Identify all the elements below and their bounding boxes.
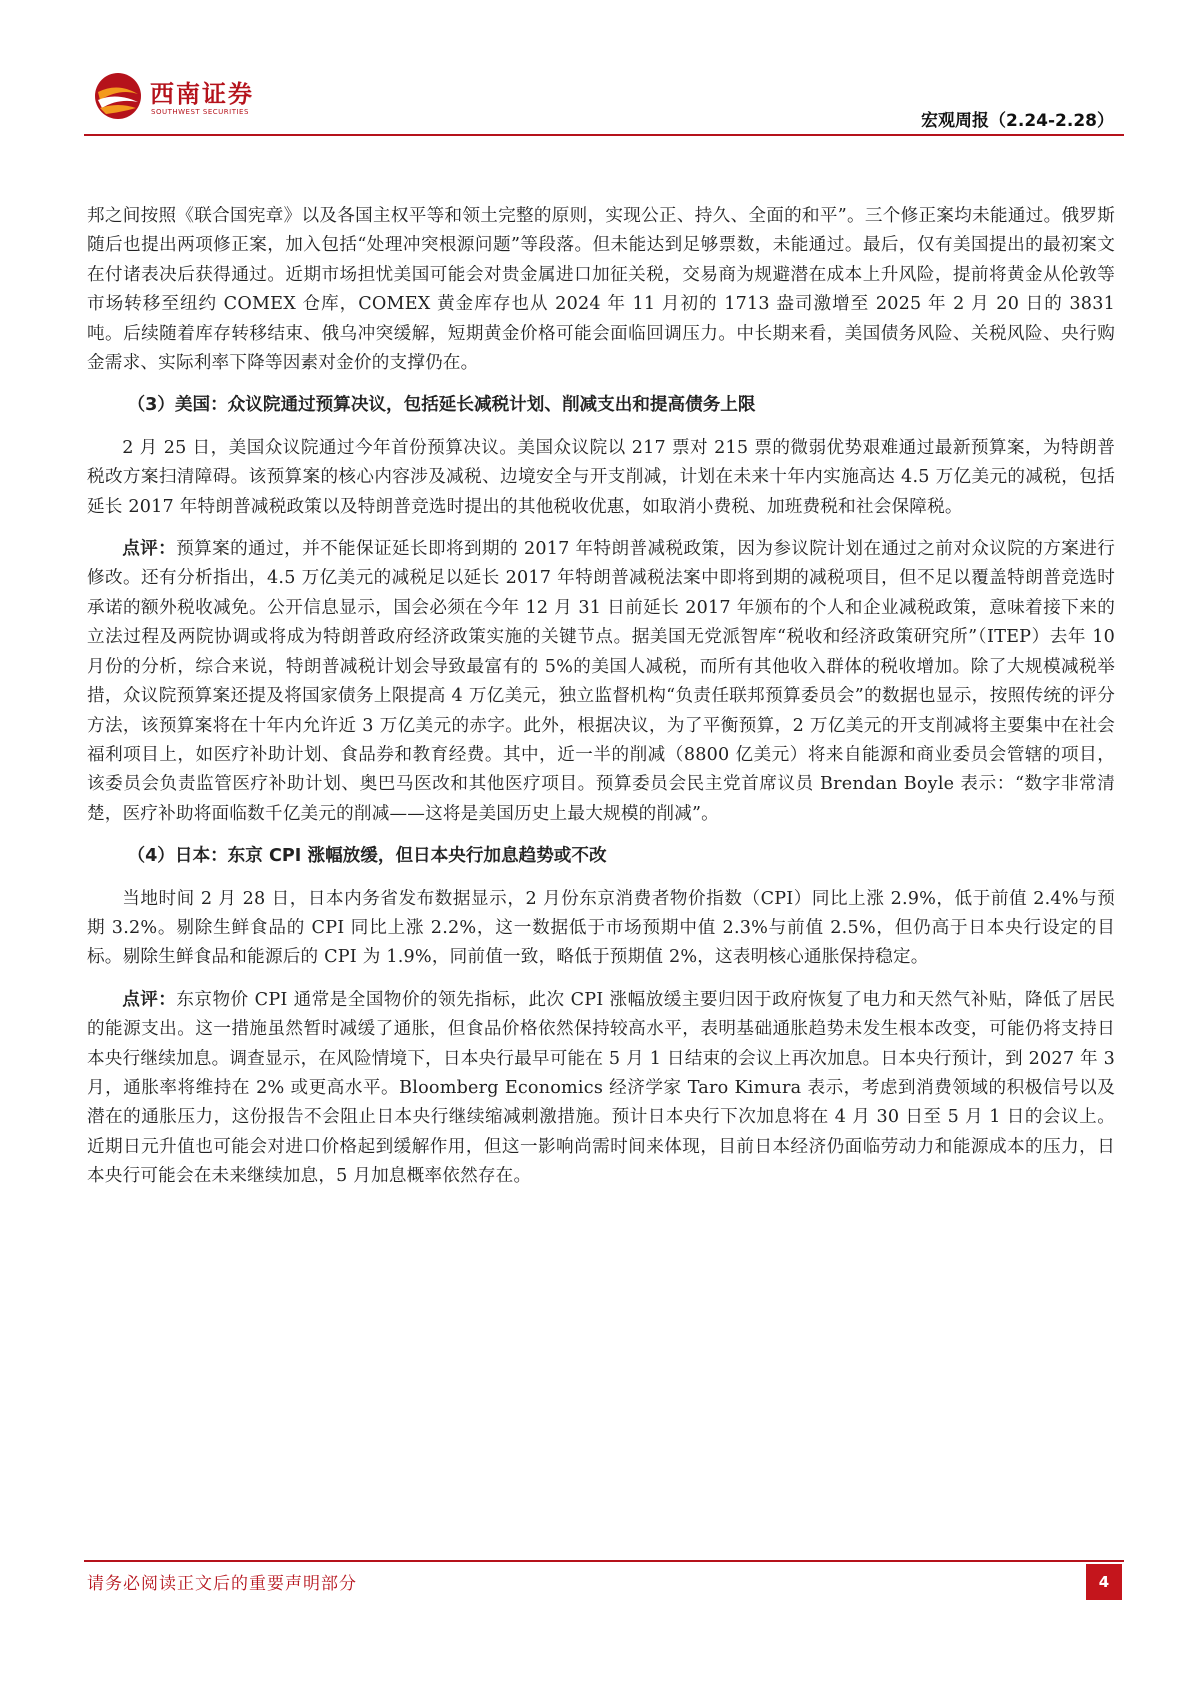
commentary-label: 点评： bbox=[122, 989, 177, 1010]
commentary-text: 预算案的通过，并不能保证延长即将到期的 2017 年特朗普减税政策，因为参议院计划在通过之前对众议院的方案进行修改。还有分析指出，4.5 万亿美元的减税足以延长 2017 年特朗普减税法案中即将到期的减税项目，但不足以覆盖特朗普竞选时承诺的额外税收减免。公开信息显示，国会必须在今年 12 月 31 日前延长 2017 年颁布的个人和企业减税政策，意味着接下来的立法过程及两院协调或将成为特朗普政府经济政策实施的关键节点。据美国无党派智库“税收和经济政策研究所”（ITEP）去年 10 月份的分析，综合来说，特朗普减税计划会导致最富有的 5%的美国人减税，而所有其他收入群体的税收增加。除了大规模减税举措，众议院预算案还提及将国家债务上限提高 4 万亿美元，独立监督机构“负责任联邦预算委员会”的数据也显示，按照传统的评分方法，该预算案将在十年内允许近 3 万亿美元的赤字。此外，根据决议，为了平衡预算，2 万亿美元的开支削减将主要集中在社会福利项目上，如医疗补助计划、食品券和教育经费。其中，近一半的削减（8800 亿美元）将来自能源和商业委员会管辖的项目，该委员会负责监管医疗补助计划、奥巴马医改和其他医疗项目。预算委员会民主党首席议员 Brendan Boyle 表示：“数字非常清楚，医疗补助将面临数千亿美元的削减——这将是美国历史上最大规模的削减”。 bbox=[87, 539, 1115, 824]
paragraph-gold-commentary: 邦之间按照《联合国宪章》以及各国主权平等和领土完整的原则，实现公正、持久、全面的和平”。三个修正案均未能通过。俄罗斯随后也提出两项修正案，加入包括“处理冲突根源问题”等段落。但未能达到足够票数，未能通过。最后，仅有美国提出的最初案文在付诸表决后获得通过。近期市场担忧美国可能会对贵金属进口加征关税，交易商为规避潜在成本上升风险，提前将黄金从伦敦等市场转移至纽约 COMEX 仓库，COMEX 黄金库存也从 2024 年 11 月初的 1713 盎司激增至 2025 年 2 月 20 日的 3831 吨。后续随着库存转移结束、俄乌冲突缓解，短期黄金价格可能会面临回调压力。中长期来看，美国债务风险、关税风险、央行购金需求、实际利率下降等因素对金价的支撑仍在。 bbox=[87, 206, 1115, 374]
logo-chinese-name: 西南证券 bbox=[150, 80, 254, 108]
section-heading-us: （3）美国：众议院通过预算决议，包括延长减税计划、削减支出和提高债务上限 bbox=[127, 395, 756, 416]
page-number: 4 bbox=[1086, 1564, 1122, 1600]
paragraph-us-budget: 2 月 25 日，美国众议院通过今年首份预算决议。美国众议院以 217 票对 215 票的微弱优势艰难通过最新预算案，为特朗普税改方案扫清障碍。该预算案的核心内容涉及减税、边境安全与开支削减，计划在未来十年内实施高达 4.5 万亿美元的减税，包括延长 2017 年特朗普减税政策以及特朗普竞选时提出的其他税收优惠，如取消小费税、加班费税和社会保障税。 bbox=[87, 437, 1115, 517]
footer-disclaimer: 请务必阅读正文后的重要声明部分 bbox=[87, 1574, 357, 1594]
company-logo bbox=[94, 72, 354, 128]
report-title: 宏观周报（2.24-2.28） bbox=[921, 111, 1114, 131]
logo-mark-icon bbox=[94, 72, 142, 120]
header-divider bbox=[84, 134, 1124, 136]
commentary-label: 点评： bbox=[122, 539, 177, 560]
paragraph-japan-commentary bbox=[87, 986, 1115, 1192]
page-header bbox=[84, 60, 1124, 134]
paragraph-us-commentary bbox=[87, 535, 1115, 829]
commentary-text: 东京物价 CPI 通常是全国物价的领先指标，此次 CPI 涨幅放缓主要归因于政府恢复了电力和天然气补贴，降低了居民的能源支出。这一措施虽然暂时减缓了通胀，但食品价格依然保持较高水平，表明基础通胀趋势未发生根本改变，可能仍将支持日本央行继续加息。调查显示，在风险情境下，日本央行最早可能在 5 月 1 日结束的会议上再次加息。日本央行预计，到 2027 年 3 月，通胀率将维持在 2% 或更高水平。Bloomberg Economics 经济学家 Taro Kimura 表示，考虑到消费领域的积极信号以及潜在的通胀压力，这份报告不会阻止日本央行继续缩减刺激措施。预计日本央行下次加息将在 4 月 30 日至 5 月 1 日的会议上。近期日元升值也可能会对进口价格起到缓解作用，但这一影响尚需时间来体现，目前日本经济仍面临劳动力和能源成本的压力，日本央行可能会在未来继续加息，5 月加息概率依然存在。 bbox=[87, 989, 1115, 1187]
section-heading-japan: （4）日本：东京 CPI 涨幅放缓，但日本央行加息趋势或不改 bbox=[127, 846, 607, 867]
paragraph-japan-cpi: 当地时间 2 月 28 日，日本内务省发布数据显示，2 月份东京消费者物价指数（CPI）同比上涨 2.9%，低于前值 2.4%与预期 3.2%。剔除生鲜食品的 CPI 同比上涨 2.2%，这一数据低于市场预期中值 2.3%与前值 2.5%，但仍高于日本央行设定的目标。剔除生鲜食品和能源后的 CPI 为 1.9%，同前值一致，略低于预期值 2%，这表明核心通胀保持稳定。 bbox=[87, 888, 1115, 968]
footer-divider bbox=[84, 1560, 1124, 1562]
logo-english-name: SOUTHWEST SECURITIES bbox=[151, 108, 249, 116]
document-body bbox=[87, 202, 1115, 1192]
